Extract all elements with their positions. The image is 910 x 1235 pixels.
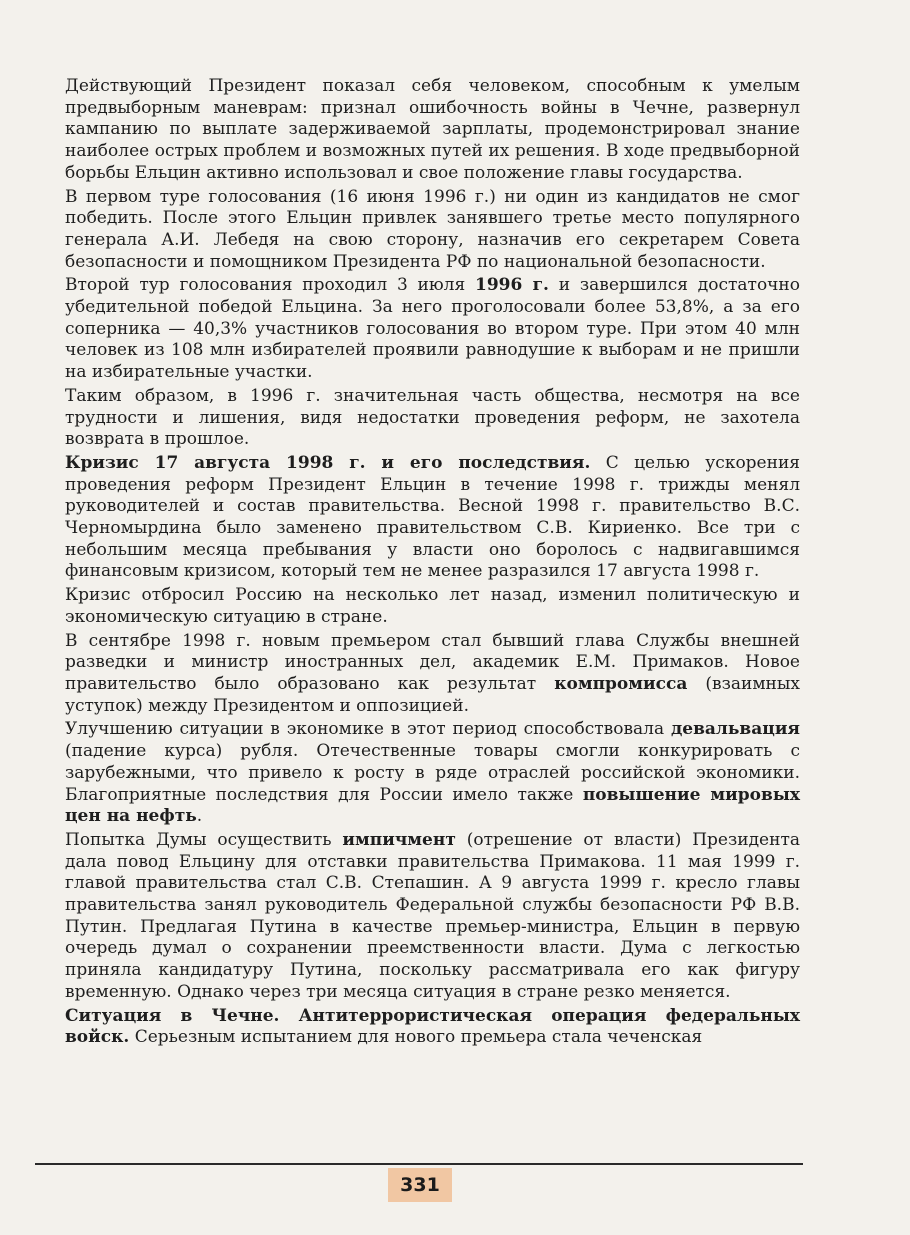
bold-term: девальвация	[670, 719, 800, 740]
text-run: В первом туре голосования (16 июня 1996 г.) ни один из кандидатов не смог победить. После этого Ельцин привлек занявшего третье место популярного генерала А.И. Лебедя на свою сторону, назначив его секретарем Совета безопасности и помощником Президента РФ по национальной безопасности.	[65, 186, 800, 272]
text-run: (взаимных уступок) между Президентом и оппозицией.	[65, 673, 800, 716]
text-run: (падение курса) рубля. Отечественные товары смогли конкурировать с зарубежными, что привело к росту в ряде отраслей российской экономики. Благоприятные последствия для России имело также	[65, 741, 800, 805]
bold-term: повышение мировых цен на нефть	[65, 784, 800, 827]
text-run: (отрешение от власти) Президента дала повод Ельцину для отставки правительства Примакова. 11 мая 1999 г. главой правительства стал С.В. Степашин. А 9 августа 1999 г. кресло главы правительства занял руководитель Федеральной службы безопасности РФ В.В. Путин. Предлагая Путина в качестве премьер-министра, Ельцин в первую очередь думал о сохранении преемственности власти. Дума с легкостью приняла кандидатуру Путина, поскольку рассматривала его как фигуру временную. Однако через три месяца ситуация в стране резко меняется.	[65, 829, 800, 1002]
text-run: Кризис отбросил Россию на несколько лет назад, изменил политическую и экономическую ситуацию в стране.	[65, 585, 800, 627]
bold-term: Ситуация в Чечне. Антитеррористическая операция федеральных войск.	[65, 1005, 800, 1048]
paragraph	[65, 386, 800, 451]
text-run: и завершился достаточно убедительной победой Ельцина. За него проголосовали более 53,8%, а за его соперника — 40,3% участников голосования во втором туре. При этом 40 млн человек из 108 млн избирателей проявили равнодушие к выборам и не пришли на избирательные участки.	[65, 275, 800, 383]
text-run: Попытка Думы осуществить	[65, 829, 343, 850]
paragraph	[65, 719, 800, 828]
paragraph	[65, 1006, 800, 1049]
main-text	[65, 76, 800, 1051]
text-run: В сентябре 1998 г. новым премьером стал бывший глава Службы внешней разведки и министр иностранных дел, академик Е.М. Примаков. Новое правительство было образовано как результат	[65, 630, 800, 694]
page-number: 331	[388, 1168, 452, 1202]
text-run: Серьезным испытанием для нового премьера стала чеченская	[129, 1027, 703, 1048]
text-run: .	[196, 806, 203, 827]
text-run: Улучшению ситуации в экономике в этот период способствовала	[65, 719, 671, 740]
paragraph	[65, 76, 800, 185]
text-run: Таким образом, в 1996 г. значительная часть общества, несмотря на все трудности и лишения, видя недостатки проведения реформ, не захотела возврата в прошлое.	[65, 385, 800, 450]
paragraph	[65, 275, 800, 384]
paragraph	[65, 187, 800, 274]
bold-term: 1996 г.	[475, 275, 549, 296]
bold-term: импичмент	[342, 829, 456, 850]
bold-term: компромисса	[554, 673, 688, 694]
footer-rule	[35, 1163, 803, 1165]
text-run: С целью ускорения проведения реформ Президент Ельцин в течение 1998 г. трижды менял руководителей и состав правительства. Весной 1998 г. правительство В.С. Черномырдина было заменено правительством С.В. Кириенко. Все три с небольшим месяца пребывания у власти оно боролось с надвигавшимся финансовым кризисом, который тем не менее разразился 17 августа 1998 г.	[65, 452, 801, 582]
bold-term: Кризис 17 августа 1998 г. и его последствия.	[65, 452, 591, 473]
text-run: Действующий Президент показал себя человеком, способным к умелым предвыборным маневрам: признал ошибочность войны в Чечне, развернул кампанию по выплате задерживаемой зарплаты, продемонстрировал знание наиболее острых проблем и возможных путей их решения. В ходе предвыборной борьбы Ельцин активно использовал и свое положение главы государства.	[65, 76, 800, 183]
paragraph	[65, 631, 800, 718]
paragraph	[65, 585, 800, 628]
text-run: Второй тур голосования проходил 3 июля	[65, 275, 475, 296]
paragraph	[65, 453, 800, 583]
paragraph	[65, 830, 800, 1004]
